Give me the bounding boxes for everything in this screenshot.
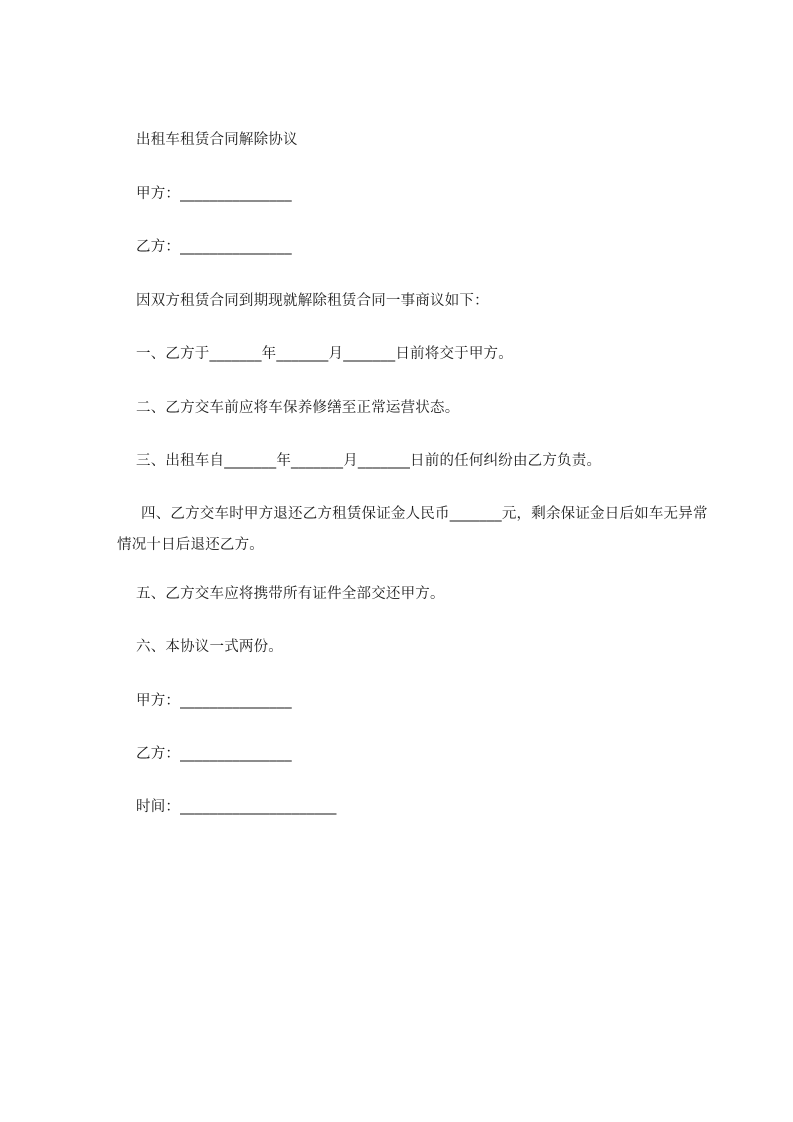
signature-party-b: 乙方：_______________ bbox=[136, 746, 292, 762]
document-title: 出租车租赁合同解除协议 bbox=[136, 132, 298, 148]
party-b-line: 乙方：_______________ bbox=[136, 239, 292, 255]
clause-5: 五、乙方交车应将携带所有证件全部交还甲方。 bbox=[136, 586, 445, 602]
clause-3: 三、出租车自_______年_______月_______日前的任何纠纷由乙方负责。 bbox=[136, 453, 602, 469]
clause-1: 一、乙方于_______年_______月_______日前将交于甲方。 bbox=[136, 346, 513, 362]
party-a-line: 甲方：_______________ bbox=[136, 186, 292, 202]
preamble-text: 因双方租赁合同到期现就解除租赁合同一事商议如下： bbox=[136, 293, 489, 309]
clause-2: 二、乙方交车前应将车保养修缮至正常运营状态。 bbox=[136, 400, 460, 416]
clause-4: 四、乙方交车时甲方退还乙方租赁保证金人民币_______元，剩余保证金日后如车无异常情况十日后退还乙方。 bbox=[117, 506, 708, 553]
signature-party-a: 甲方：_______________ bbox=[136, 693, 292, 709]
clause-6: 六、本协议一式两份。 bbox=[136, 639, 283, 655]
signature-time: 时间：_____________________ bbox=[136, 799, 337, 815]
